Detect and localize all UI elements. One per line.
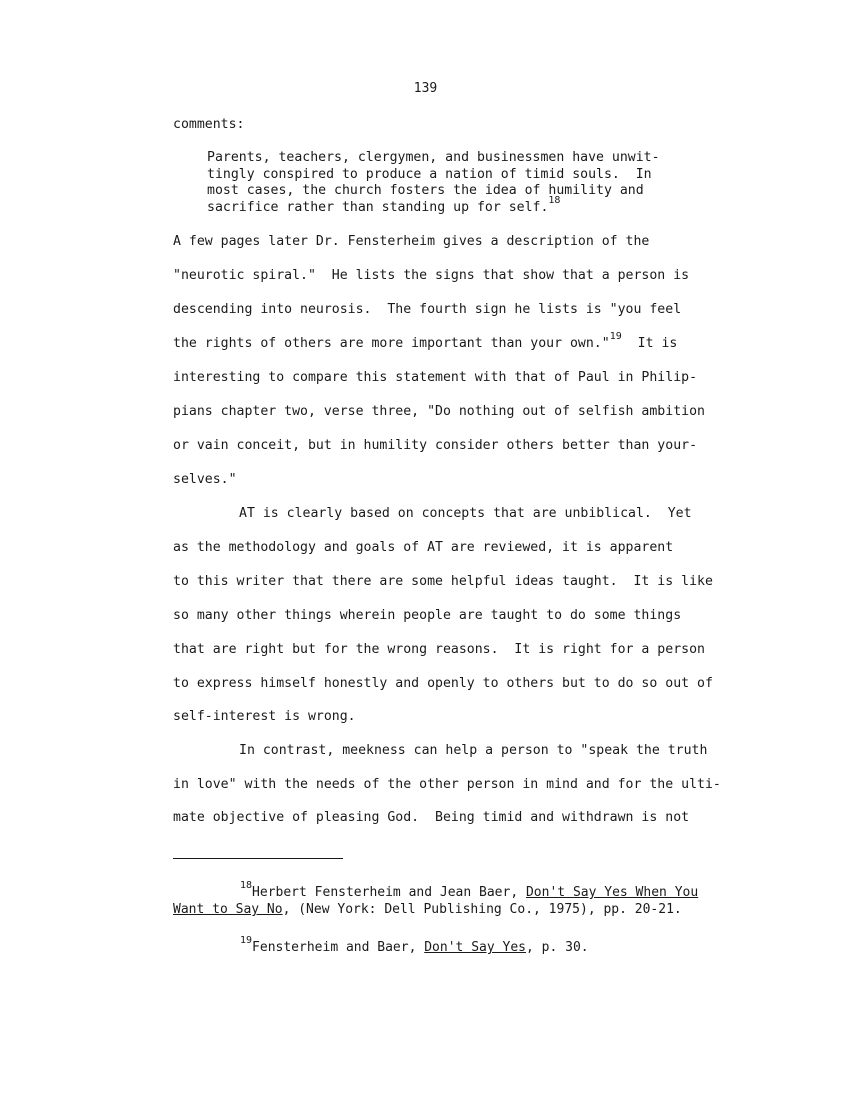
footnote-title: Don't Say Yes (424, 940, 526, 955)
footnote-text: , p. 30. (525, 940, 589, 955)
footnote-number: 18 (240, 880, 253, 891)
paragraph-line: to express himself honestly and openly to others but to do so out of (173, 676, 713, 691)
footnote-18-cont (173, 902, 682, 918)
paragraph-line: or vain conceit, but in humility consider others better than your- (173, 438, 698, 453)
paragraph-line: as the methodology and goals of AT are reviewed, it is apparent (173, 540, 674, 555)
footnote-title: Want to Say No (173, 902, 283, 917)
footnote-text: Herbert Fensterheim and Jean Baer, (252, 885, 526, 900)
footnote-ref-18: 18 (548, 195, 561, 206)
paragraph-line: that are right but for the wrong reasons. It is right for a person (173, 642, 705, 657)
footnote-19 (240, 935, 589, 957)
paragraph-line: descending into neurosis. The fourth sign he lists is "you feel (173, 302, 682, 317)
paragraph-line: AT is clearly based on concepts that are unbiblical. Yet (239, 506, 692, 521)
paragraph-line: In contrast, meekness can help a person to "speak the truth (239, 743, 708, 758)
footnote-title: Don't Say Yes When You (525, 885, 699, 900)
paragraph-line: A few pages later Dr. Fensterheim gives a description of the (173, 234, 650, 249)
quote-line: tingly conspired to produce a nation of timid souls. In (207, 167, 652, 182)
lead-in-text: comments: (173, 117, 245, 132)
footnote-18 (240, 880, 699, 902)
footnote-divider (173, 858, 343, 859)
paragraph-line: mate objective of pleasing God. Being timid and withdrawn is not (173, 810, 690, 825)
page-number: 139 (413, 81, 438, 96)
quote-line: Parents, teachers, clergymen, and businessmen have unwit- (207, 150, 660, 165)
paragraph-line: so many other things wherein people are taught to do some things (173, 608, 682, 623)
footnote-ref-19: 19 (609, 331, 622, 342)
quote-line-text: sacrifice rather than standing up for self. (207, 200, 549, 215)
footnote-text: , (New York: Dell Publishing Co., 1975), pp. 20-21. (282, 902, 682, 917)
paragraph-line: interesting to compare this statement with that of Paul in Philip- (173, 370, 698, 385)
footnote-text: Fensterheim and Baer, (252, 940, 425, 955)
footnote-number: 19 (240, 935, 253, 946)
paragraph-line: "neurotic spiral." He lists the signs that show that a person is (173, 268, 690, 283)
quote-line (207, 195, 561, 217)
paragraph-line: in love" with the needs of the other person in mind and for the ulti- (173, 777, 721, 792)
quote-line: most cases, the church fosters the idea of humility and (207, 183, 644, 198)
paragraph-line (173, 331, 678, 353)
paragraph-line-tail: It is (637, 336, 678, 351)
paragraph-line: selves." (173, 472, 237, 487)
paragraph-line: self-interest is wrong. (173, 709, 356, 724)
paragraph-line-text: the rights of others are more important than your own." (173, 336, 610, 351)
paragraph-line: to this writer that there are some helpful ideas taught. It is like (173, 574, 713, 589)
paragraph-line: pians chapter two, verse three, "Do nothing out of selfish ambition (173, 404, 705, 419)
